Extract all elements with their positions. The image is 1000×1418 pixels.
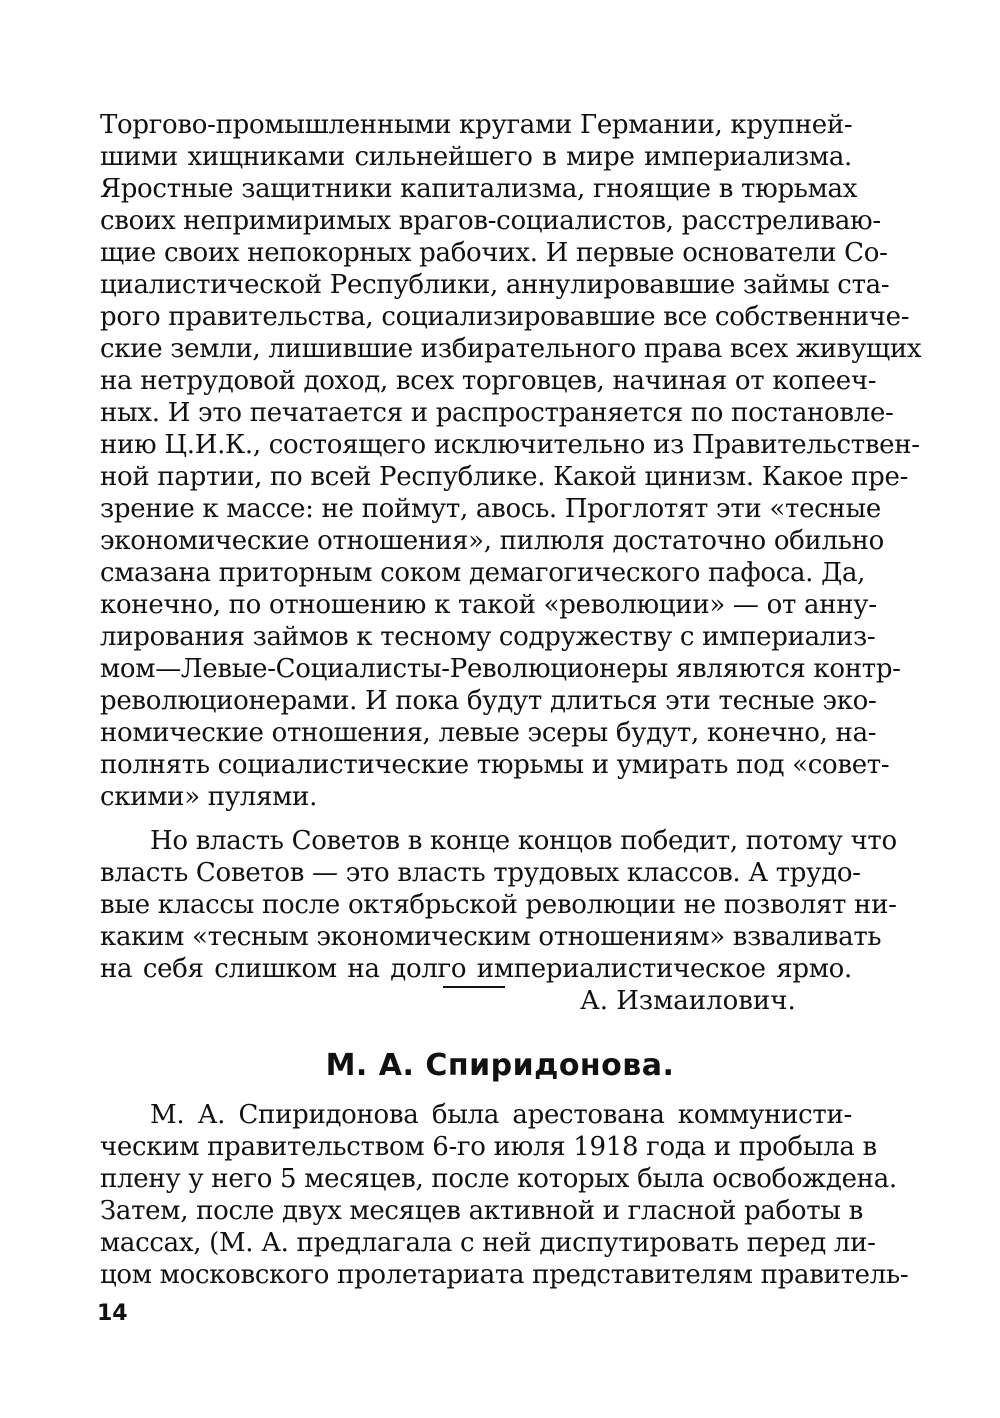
body-line: на нетрудовой доход, всех торговцев, начиная от копееч-	[100, 366, 877, 396]
body-line: лирования займов к тесному содружеству с империализ-	[100, 622, 876, 652]
body-line: нию Ц.И.К., состоящего исключительно из Правительствен-	[100, 430, 920, 460]
section-line: плену у него 5 месяцев, после которых была освобождена.	[100, 1164, 897, 1194]
body-line: номические отношения, левые эсеры будут, конечно, на-	[100, 718, 877, 748]
body-line: полнять социалистические тюрьмы и умирать под «совет-	[100, 750, 890, 780]
section-line: Затем, после двух месяцев активной и гласной работы в	[100, 1196, 863, 1226]
body-line: своих непримиримых врагов-социалистов, расстреливаю-	[100, 206, 881, 236]
author-signature: А. Измаилович.	[580, 986, 796, 1016]
body-line: ские земли, лишившие избирательного права всех живущих	[100, 334, 922, 364]
body-line: власть Советов — это власть трудовых классов. А трудо-	[100, 858, 861, 888]
page-number: 14	[97, 1301, 128, 1326]
body-line: рого правительства, социализировавшие все собственниче-	[100, 302, 910, 332]
body-line: мом—Левые-Социалисты-Революционеры являются контр-	[100, 654, 901, 684]
body-line: каким «тесным экономическим отношениям» взваливать	[100, 922, 882, 952]
section-line: М. А. Спиридонова была арестована коммунисти-	[150, 1100, 852, 1130]
body-line: Торгово-промышленными кругами Германии, крупней-	[100, 110, 853, 140]
body-line: скими» пулями.	[100, 782, 318, 812]
body-line: Но власть Советов в конце концов победит, потому что	[150, 826, 897, 856]
body-line: циалистической Республики, аннулировавшие займы ста-	[100, 270, 890, 300]
body-line: Яростные защитники капитализма, гноящие в тюрьмах	[100, 174, 858, 204]
body-line: вые классы после октябрьской революции не позволят ни-	[100, 890, 897, 920]
separator-rule	[443, 986, 505, 988]
section-line: цом московского пролетариата представителям правитель-	[100, 1260, 909, 1290]
section-line: массах, (М. А. предлагала с ней диспутировать перед ли-	[100, 1228, 876, 1258]
body-line: конечно, по отношению к такой «революции» — от анну-	[100, 590, 877, 620]
section-heading: М. А. Спиридонова.	[325, 1048, 675, 1083]
body-line: экономические отношения», пилюля достаточно обильно	[100, 526, 885, 556]
body-line: ных. И это печатается и распространяется по постановле-	[100, 398, 894, 428]
body-line: на себя слишком на долго империалистическое ярмо.	[100, 954, 852, 984]
body-line: зрение к массе: не поймут, авось. Проглотят эти «тесные	[100, 494, 881, 524]
body-line: шими хищниками сильнейшего в мире империализма.	[100, 142, 852, 172]
section-line: ческим правительством 6-го июля 1918 года и пробыла в	[100, 1132, 877, 1162]
body-line: щие своих непокорных рабочих. И первые основатели Со-	[100, 238, 888, 268]
body-line: революционерами. И пока будут длиться эти тесные эко-	[100, 686, 877, 716]
body-line: смазана приторным соком демагогического пафоса. Да,	[100, 558, 866, 588]
body-line: ной партии, по всей Республике. Какой цинизм. Какое пре-	[100, 462, 909, 492]
